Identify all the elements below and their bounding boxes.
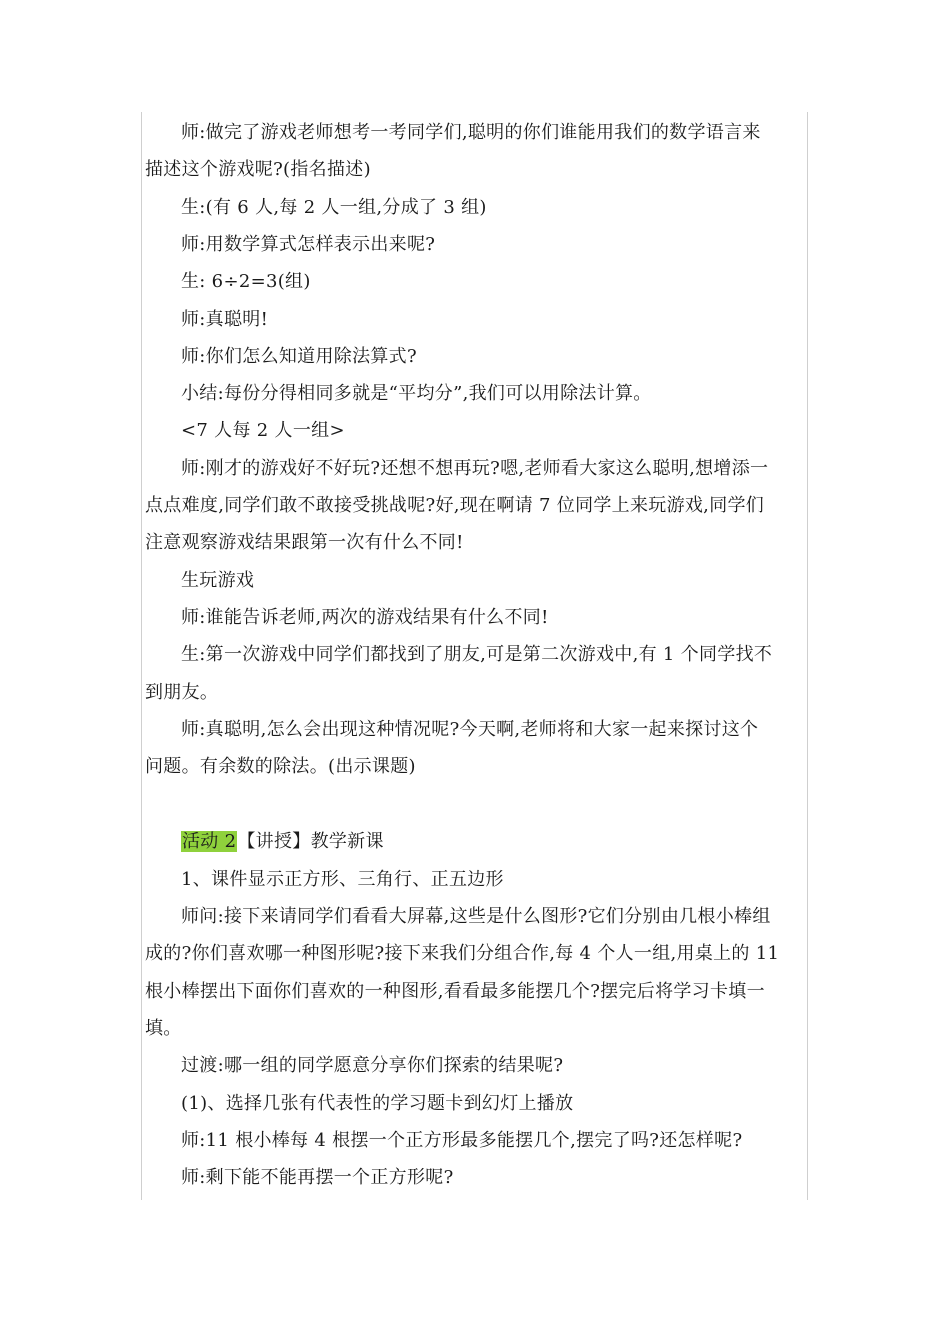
paragraph-line: 小结:每份分得相同多就是“平均分”,我们可以用除法计算。 [181, 383, 652, 404]
paragraph-line: 填。 [145, 1018, 182, 1039]
activity-tag-highlight: 活动 2 [182, 831, 237, 852]
paragraph-line: 生:第一次游戏中同学们都找到了朋友,可是第二次游戏中,有 1 个同学找不 [181, 644, 773, 665]
paragraph-line: (1)、选择几张有代表性的学习题卡到幻灯上播放 [181, 1093, 574, 1114]
paragraph-line: 生:(有 6 人,每 2 人一组,分成了 3 组) [181, 197, 487, 218]
paragraph-line: 到朋友。 [145, 682, 219, 703]
paragraph-line: 生玩游戏 [181, 570, 255, 591]
paragraph-line: 师:刚才的游戏好不好玩?还想不想再玩?嗯,老师看大家这么聪明,想增添一 [181, 458, 769, 479]
paragraph-line: 师:做完了游戏老师想考一考同学们,聪明的你们谁能用我们的数学语言来 [181, 122, 761, 143]
paragraph-line: 师:用数学算式怎样表示出来呢? [181, 234, 436, 255]
activity-heading [181, 829, 384, 855]
activity-heading-text: 【讲授】教学新课 [237, 831, 384, 852]
paragraph-line: 生: 6÷2=3(组) [181, 271, 311, 292]
paragraph-line: 师:真聪明,怎么会出现这种情况呢?今天啊,老师将和大家一起来探讨这个 [181, 719, 759, 740]
paragraph-line: 师问:接下来请同学们看看大屏幕,这些是什么图形?它们分别由几根小棒组 [181, 906, 771, 927]
paragraph-line: 师:11 根小棒每 4 根摆一个正方形最多能摆几个,摆完了吗?还怎样呢? [181, 1130, 743, 1151]
paragraph-line: 根小棒摆出下面你们喜欢的一种图形,看看最多能摆几个?摆完后将学习卡填一 [145, 981, 765, 1002]
paragraph-line: 师:真聪明! [181, 309, 269, 330]
paragraph-line: 过渡:哪一组的同学愿意分享你们探索的结果呢? [181, 1055, 564, 1076]
paragraph-line: 注意观察游戏结果跟第一次有什么不同! [145, 532, 464, 553]
paragraph-line: 1、课件显示正方形、三角行、正五边形 [181, 869, 504, 890]
paragraph-line: 描述这个游戏呢?(指名描述) [145, 159, 371, 180]
paragraph-line: 成的?你们喜欢哪一种图形呢?接下来我们分组合作,每 4 个人一组,用桌上的 11 [145, 943, 780, 964]
paragraph-line: 师:你们怎么知道用除法算式? [181, 346, 417, 367]
paragraph-line: <7 人每 2 人一组> [181, 420, 345, 441]
paragraph-line: 问题。有余数的除法。(出示课题) [145, 756, 416, 777]
paragraph-line: 师:剩下能不能再摆一个正方形呢? [181, 1167, 454, 1188]
paragraph-line: 师:谁能告诉老师,两次的游戏结果有什么不同! [181, 607, 549, 628]
paragraph-line: 点点难度,同学们敢不敢接受挑战呢?好,现在啊请 7 位同学上来玩游戏,同学们 [145, 495, 765, 516]
